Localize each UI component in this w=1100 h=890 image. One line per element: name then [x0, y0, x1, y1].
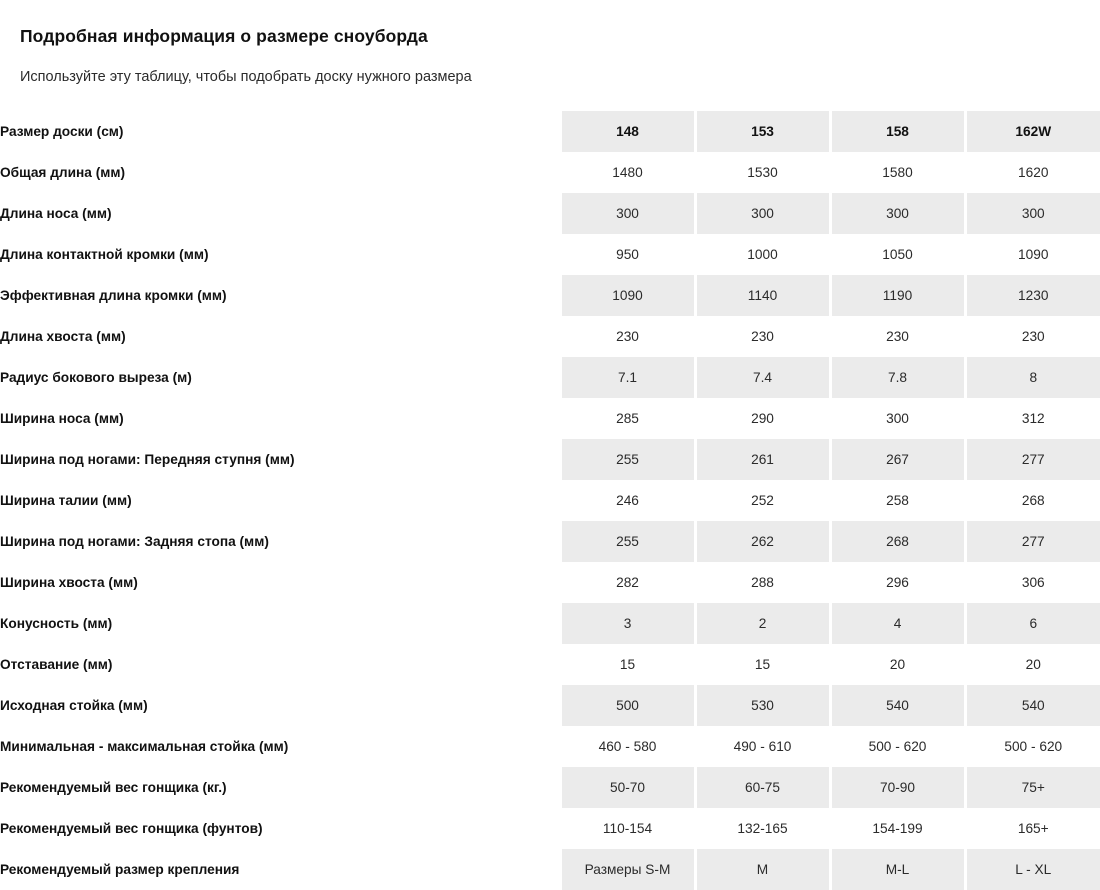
table-cell: 267 — [830, 439, 965, 480]
table-cell: 255 — [560, 439, 695, 480]
row-label: Эффективная длина кромки (мм) — [0, 275, 560, 316]
table-cell: 230 — [830, 316, 965, 357]
table-cell: Размеры S-M — [560, 849, 695, 890]
table-cell: 2 — [695, 603, 830, 644]
table-cell: 110-154 — [560, 808, 695, 849]
row-label: Конусность (мм) — [0, 603, 560, 644]
table-column-header: 153 — [695, 111, 830, 152]
row-label: Рекомендуемый вес гонщика (фунтов) — [0, 808, 560, 849]
table-cell: 1620 — [965, 152, 1100, 193]
table-cell: 300 — [830, 193, 965, 234]
table-cell: 6 — [965, 603, 1100, 644]
table-cell: 950 — [560, 234, 695, 275]
table-cell: L - XL — [965, 849, 1100, 890]
table-header — [0, 111, 1100, 152]
row-label: Общая длина (мм) — [0, 152, 560, 193]
table-cell: 1050 — [830, 234, 965, 275]
table-cell: 50-70 — [560, 767, 695, 808]
row-label: Ширина хвоста (мм) — [0, 562, 560, 603]
table-row — [0, 726, 1100, 767]
table-cell: 500 - 620 — [965, 726, 1100, 767]
table-cell: 261 — [695, 439, 830, 480]
table-column-header: 162W — [965, 111, 1100, 152]
table-cell: 258 — [830, 480, 965, 521]
table-cell: 8 — [965, 357, 1100, 398]
table-cell: 300 — [830, 398, 965, 439]
table-cell: 306 — [965, 562, 1100, 603]
table-cell: 296 — [830, 562, 965, 603]
table-cell: 460 - 580 — [560, 726, 695, 767]
row-label: Длина контактной кромки (мм) — [0, 234, 560, 275]
table-cell: 4 — [830, 603, 965, 644]
table-cell: 154-199 — [830, 808, 965, 849]
row-label: Длина хвоста (мм) — [0, 316, 560, 357]
table-column-header: 158 — [830, 111, 965, 152]
table-cell: 282 — [560, 562, 695, 603]
row-label: Отставание (мм) — [0, 644, 560, 685]
table-row — [0, 562, 1100, 603]
table-column-header: 148 — [560, 111, 695, 152]
table-cell: 230 — [695, 316, 830, 357]
row-label: Длина носа (мм) — [0, 193, 560, 234]
table-cell: 268 — [830, 521, 965, 562]
row-label: Исходная стойка (мм) — [0, 685, 560, 726]
table-row — [0, 357, 1100, 398]
table-cell: 288 — [695, 562, 830, 603]
table-row — [0, 480, 1100, 521]
table-cell: 20 — [830, 644, 965, 685]
table-cell: 1530 — [695, 152, 830, 193]
table-cell: 230 — [560, 316, 695, 357]
table-row — [0, 152, 1100, 193]
table-row — [0, 316, 1100, 357]
table-row — [0, 767, 1100, 808]
table-cell: 60-75 — [695, 767, 830, 808]
page-subtitle: Используйте эту таблицу, чтобы подобрать доску нужного размера — [20, 69, 472, 85]
table-cell: 300 — [560, 193, 695, 234]
row-label: Рекомендуемый размер крепления — [0, 849, 560, 890]
table-cell: 75+ — [965, 767, 1100, 808]
table-cell: 540 — [965, 685, 1100, 726]
table-row — [0, 808, 1100, 849]
table-row — [0, 685, 1100, 726]
table-body — [0, 152, 1100, 890]
table-cell: 500 — [560, 685, 695, 726]
table-cell: 500 - 620 — [830, 726, 965, 767]
table-cell: 490 - 610 — [695, 726, 830, 767]
table-cell: 3 — [560, 603, 695, 644]
table-header-row — [0, 111, 1100, 152]
table-row — [0, 439, 1100, 480]
table-cell: 7.1 — [560, 357, 695, 398]
table-cell: 20 — [965, 644, 1100, 685]
table-cell: 7.4 — [695, 357, 830, 398]
table-cell: 7.8 — [830, 357, 965, 398]
table-cell: 285 — [560, 398, 695, 439]
table-cell: 1480 — [560, 152, 695, 193]
table-cell: 165+ — [965, 808, 1100, 849]
table-row — [0, 521, 1100, 562]
table-cell: 246 — [560, 480, 695, 521]
table-row — [0, 644, 1100, 685]
table-cell: 277 — [965, 439, 1100, 480]
table-row — [0, 275, 1100, 316]
row-label: Ширина талии (мм) — [0, 480, 560, 521]
table-cell: 132-165 — [695, 808, 830, 849]
table-cell: 15 — [695, 644, 830, 685]
table-cell: 300 — [965, 193, 1100, 234]
row-label: Рекомендуемый вес гонщика (кг.) — [0, 767, 560, 808]
table-row — [0, 234, 1100, 275]
table-header-label: Размер доски (см) — [0, 111, 560, 152]
page-title: Подробная информация о размере сноуборда — [20, 26, 428, 46]
row-label: Минимальная - максимальная стойка (мм) — [0, 726, 560, 767]
table-cell: 1000 — [695, 234, 830, 275]
table-row — [0, 193, 1100, 234]
table-row — [0, 398, 1100, 439]
table-cell: 530 — [695, 685, 830, 726]
table-cell: 300 — [695, 193, 830, 234]
table-cell: 290 — [695, 398, 830, 439]
table-cell: 1090 — [965, 234, 1100, 275]
table-cell: 1190 — [830, 275, 965, 316]
table-cell: 230 — [965, 316, 1100, 357]
table-cell: 540 — [830, 685, 965, 726]
table-cell: M — [695, 849, 830, 890]
table-cell: 1090 — [560, 275, 695, 316]
table-cell: 1580 — [830, 152, 965, 193]
table-row — [0, 603, 1100, 644]
row-label: Радиус бокового выреза (м) — [0, 357, 560, 398]
row-label: Ширина под ногами: Передняя ступня (мм) — [0, 439, 560, 480]
table-cell: 277 — [965, 521, 1100, 562]
table-cell: M-L — [830, 849, 965, 890]
row-label: Ширина носа (мм) — [0, 398, 560, 439]
table-cell: 252 — [695, 480, 830, 521]
table-row — [0, 849, 1100, 890]
table-cell: 1140 — [695, 275, 830, 316]
table-cell: 1230 — [965, 275, 1100, 316]
table-cell: 255 — [560, 521, 695, 562]
table-cell: 262 — [695, 521, 830, 562]
row-label: Ширина под ногами: Задняя стопа (мм) — [0, 521, 560, 562]
table-cell: 312 — [965, 398, 1100, 439]
table-cell: 70-90 — [830, 767, 965, 808]
table-cell: 15 — [560, 644, 695, 685]
table-cell: 268 — [965, 480, 1100, 521]
snowboard-size-table — [0, 111, 1100, 890]
